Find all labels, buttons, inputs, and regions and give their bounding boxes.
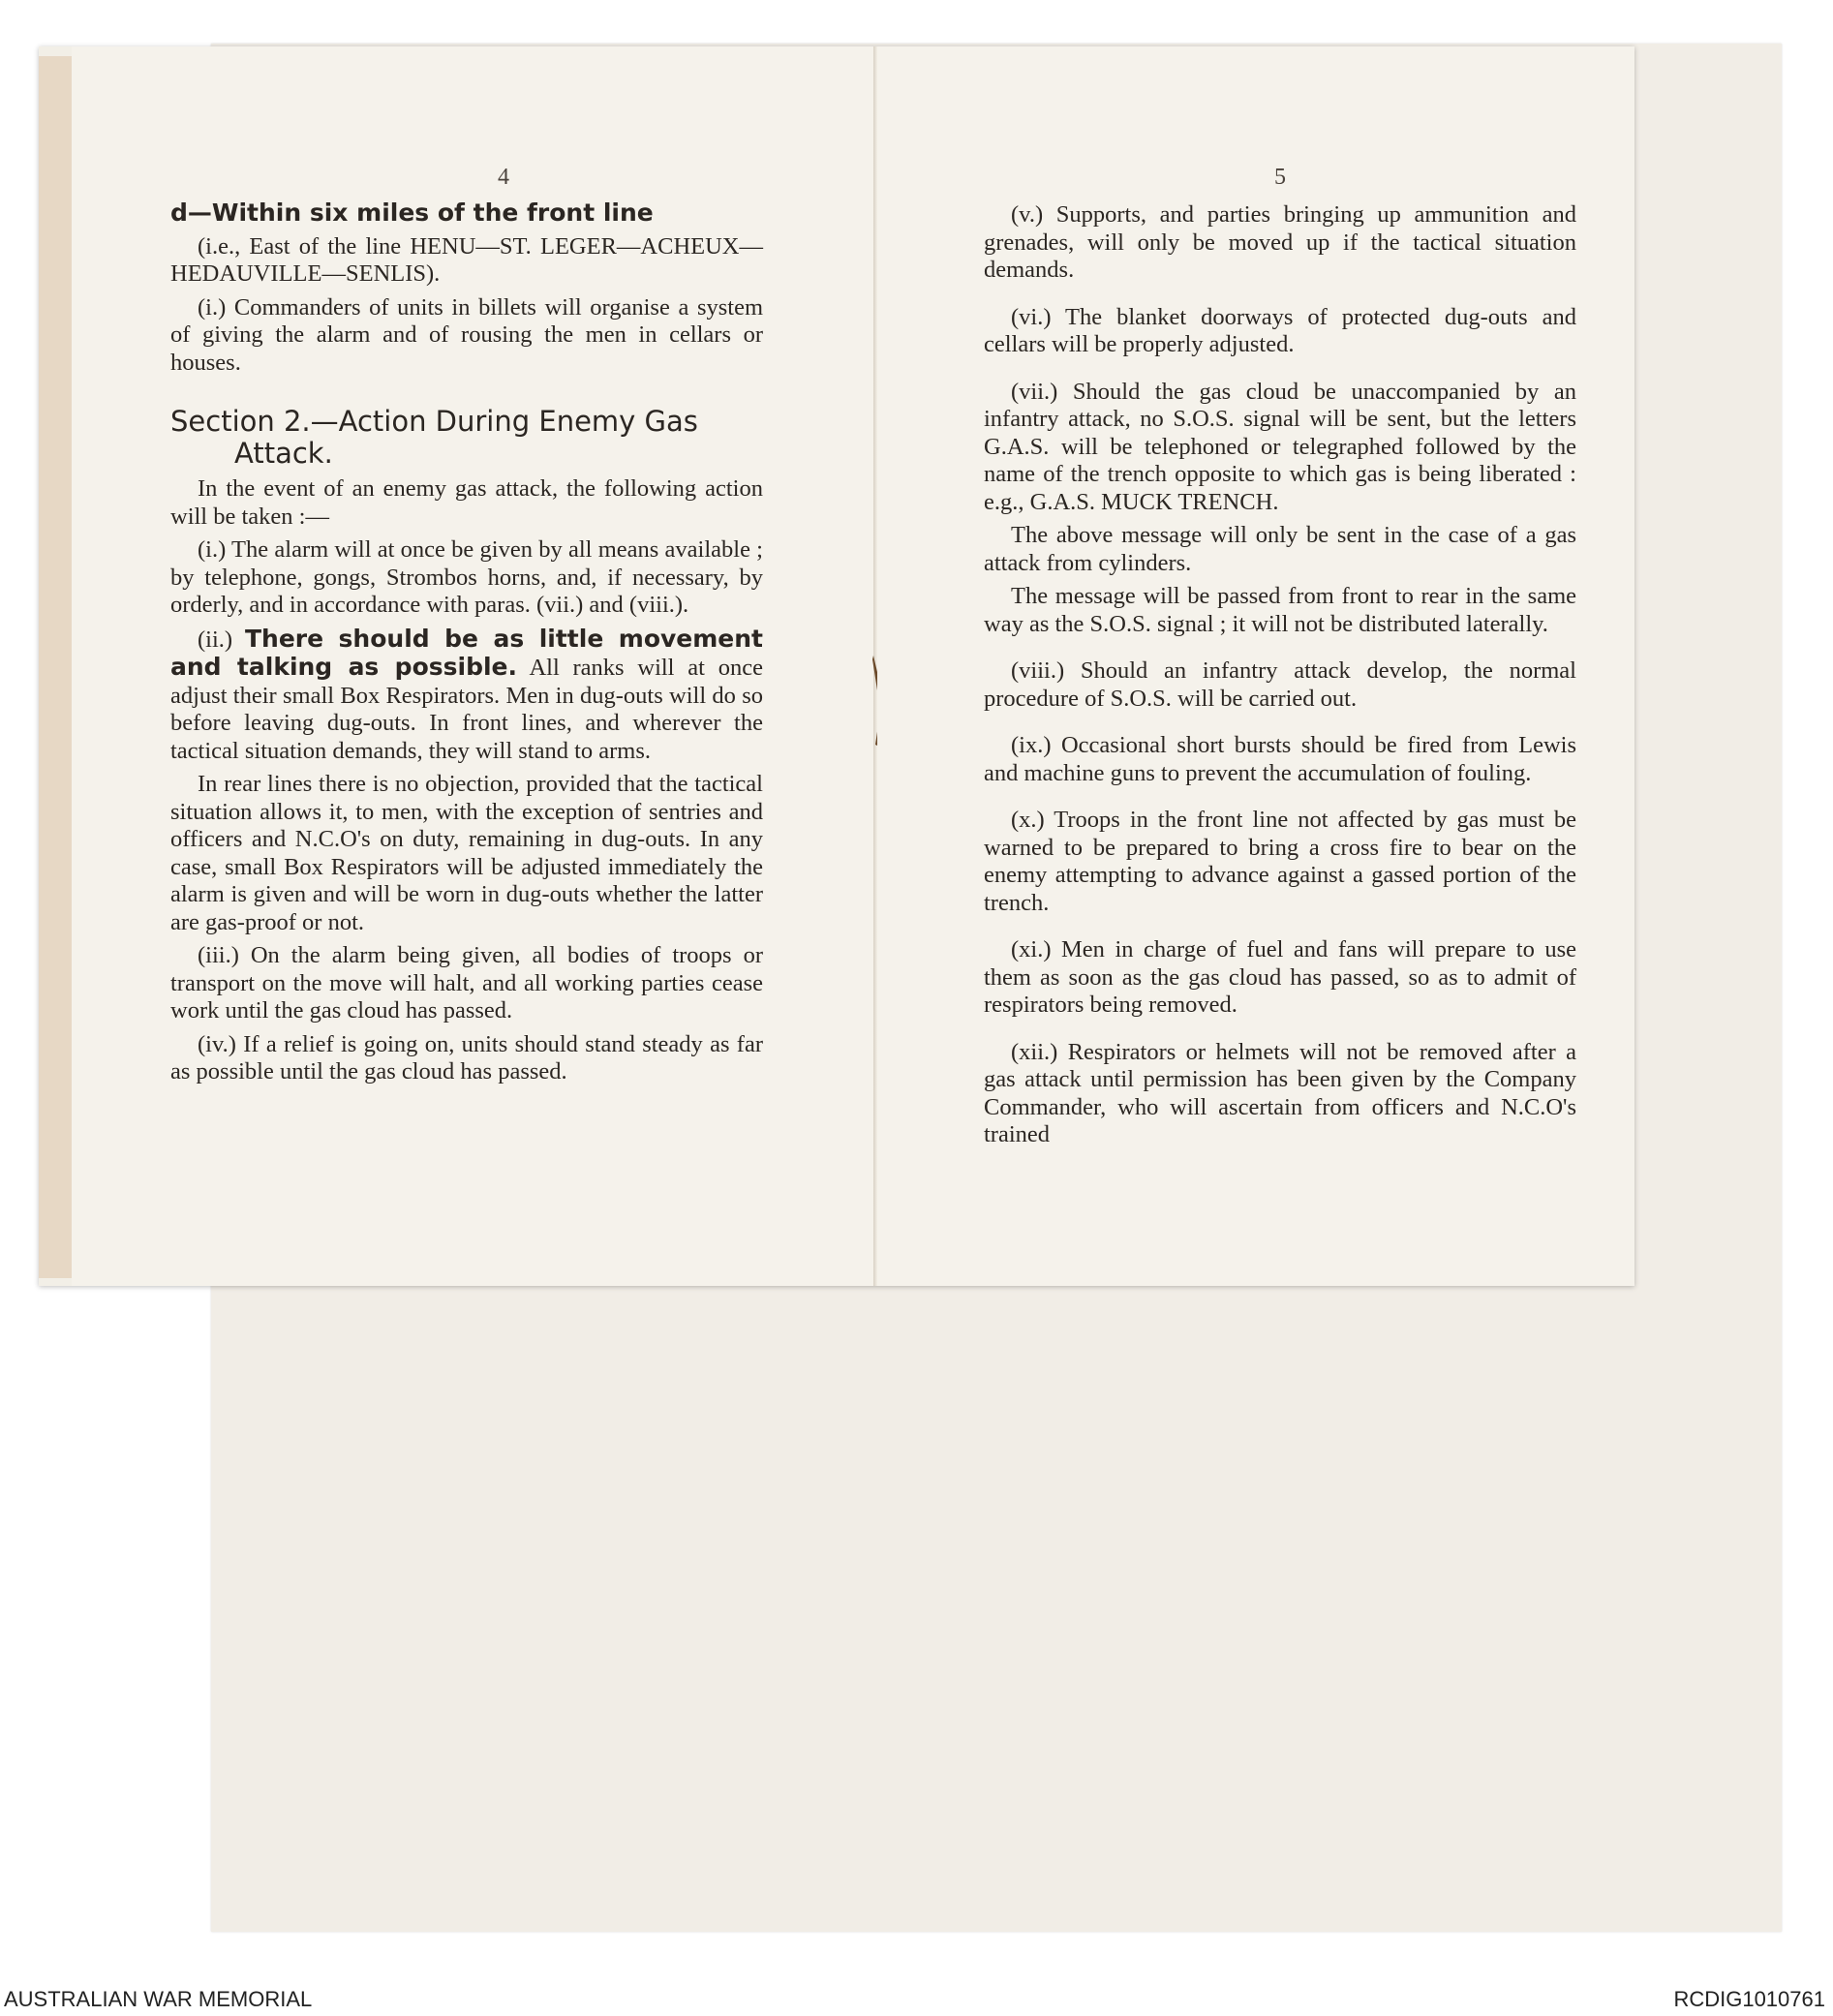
paragraph-i: (i.) The alarm will at once be given by all means available ; by telephone, gongs, Strombos horns, and, if necessary, by orderly, and in accordance with paras. (vii.) and (viii.).: [170, 536, 763, 618]
section-heading: Section 2.—Action During Enemy Gas Attack.: [170, 405, 698, 470]
paragraph-xii: (xii.) Respirators or helmets will not be removed after a gas attack until permission has been given by the Company Commander, who will ascertain from officers and N.C.O's trained: [984, 1038, 1576, 1147]
page-edges: [39, 56, 72, 1278]
left-page: [72, 46, 875, 1286]
footer-catalog-id: RCDIG1010761: [1673, 1987, 1825, 2011]
paragraph-v: (v.) Supports, and parties bringing up ammunition and grenades, will only be moved up if the tactical situation demands.: [984, 201, 1576, 283]
paragraph-xi: (xi.) Men in charge of fuel and fans will prepare to use them as soon as the gas cloud has passed, so as to admit of respirators being removed.: [984, 936, 1576, 1018]
location-note: (i.e., East of the line HENU—ST. LEGER—ACHEUX—HEDAUVILLE—SENLIS).: [170, 232, 763, 287]
footer-institution: AUSTRALIAN WAR MEMORIAL: [4, 1987, 313, 2011]
paragraph-intro: In the event of an enemy gas attack, the following action will be taken :—: [170, 475, 763, 530]
page-number: 5: [1274, 165, 1286, 190]
paragraph-vii: (vii.) Should the gas cloud be unaccompanied by an infantry attack, no S.O.S. signal will be sent, but the letters G.A.S. will be telephoned or telegraphed followed by the name of the trench opposite to which gas is being liberated : e.g., G.A.S. MUCK TRENCH.: [984, 378, 1576, 515]
paragraph-ii-emphasis: There should be as little movement and talking as possible.: [170, 624, 763, 681]
paragraph-vi: (vi.) The blanket doorways of protected dug-outs and cellars will be properly adjusted.: [984, 303, 1576, 357]
right-page: [877, 46, 1634, 1286]
paragraph-iii: (iii.) On the alarm being given, all bodies of troops or transport on the move will halt, and all working parties cease work until the gas cloud has passed.: [170, 942, 763, 1023]
paragraph-billets: (i.) Commanders of units in billets will organise a system of giving the alarm and of rousing the men in cellars or houses.: [170, 293, 763, 376]
open-booklet: [39, 46, 1634, 1286]
paragraph-message-scope: The above message will only be sent in the case of a gas attack from cylinders.: [984, 522, 1576, 576]
subsection-heading: d—Within six miles of the front line: [170, 199, 654, 227]
paragraph-rear-lines: In rear lines there is no objection, provided that the tactical situation allows it, to men, with the exception of sentries and officers and N.C.O's on duty, remaining in dug-outs. In any case, small Box Respirators will be adjusted immediately the alarm is given and will be worn in dug-outs whether the latter are gas-proof or not.: [170, 771, 763, 935]
paragraph-ii-body: All ranks will at once adjust their small Box Respirators. Men in dug-outs will do so before leaving dug-outs. In front lines, and wherever the tactical situation demands, they will stand to arms.: [170, 655, 763, 764]
paragraph-ii-label: (ii.): [198, 626, 233, 653]
paragraph-message-routing: The message will be passed from front to rear in the same way as the S.O.S. signal ; it will not be distributed laterally.: [984, 583, 1576, 637]
paragraph-x: (x.) Troops in the front line not affected by gas must be warned to be prepared to bring a cross fire to bear on the enemy attempting to advance against a gassed portion of the trench.: [984, 807, 1576, 916]
paragraph-iv: (iv.) If a relief is going on, units should stand steady as far as possible until the gas cloud has passed.: [170, 1030, 763, 1084]
left-page-text: [170, 199, 763, 1092]
page-number: 4: [498, 165, 509, 190]
paragraph-ix: (ix.) Occasional short bursts should be fired from Lewis and machine guns to prevent the accumulation of fouling.: [984, 732, 1576, 786]
right-page-text: [984, 201, 1576, 1155]
paragraph-viii: (viii.) Should an infantry attack develop, the normal procedure of S.O.S. will be carried out.: [984, 657, 1576, 712]
paragraph-ii: [170, 626, 763, 766]
